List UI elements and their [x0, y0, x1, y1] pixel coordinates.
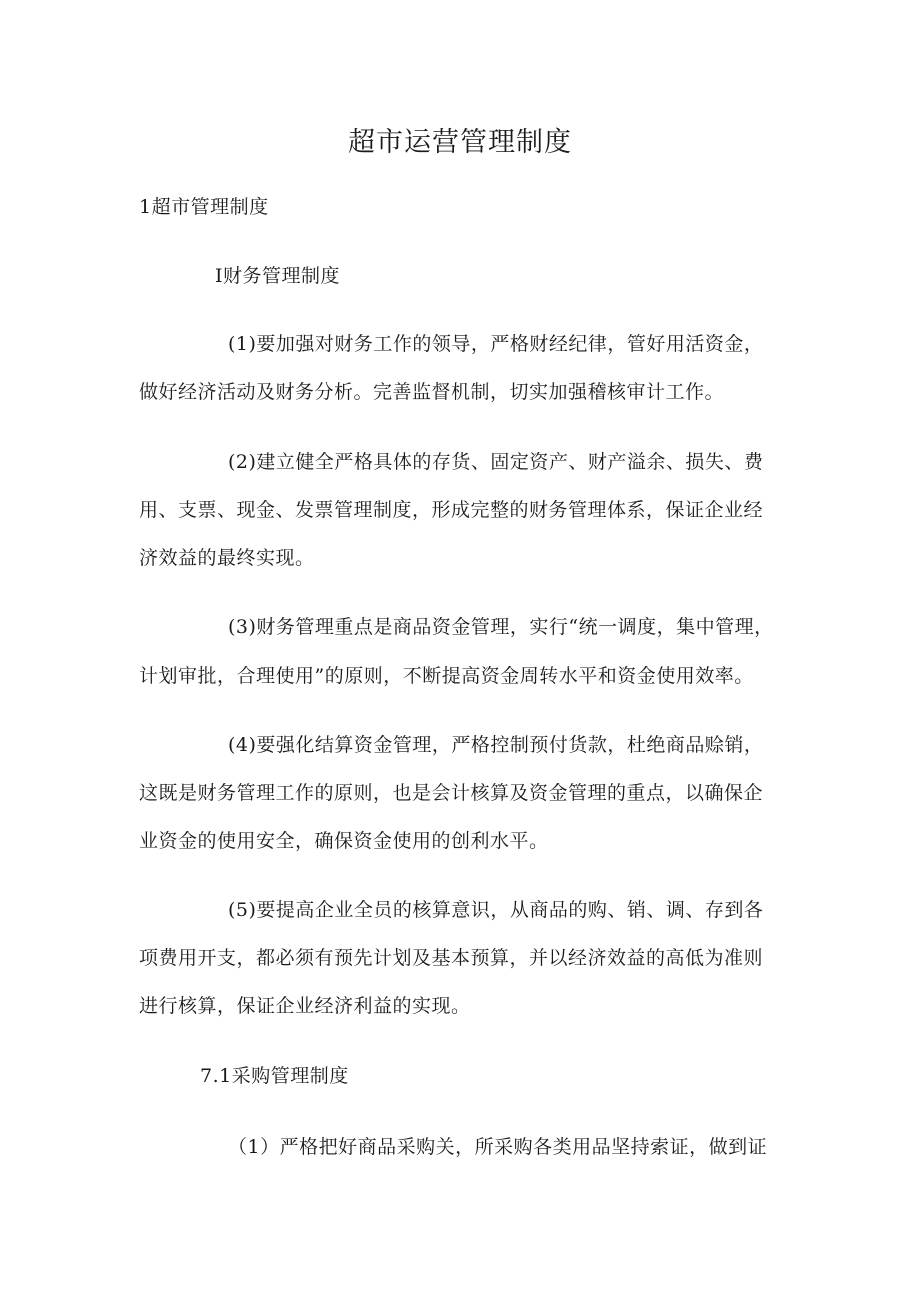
paragraph-line: 进行核算，保证企业经济利益的实现。: [139, 995, 471, 1017]
paragraph-line: 做好经济活动及财务分析。完善监督机制，切实加强稽核审计工作。: [139, 381, 725, 403]
document-title: 超市运营管理制度: [348, 127, 572, 158]
paragraph-line: 计划审批，合理使用”的原则，不断提高资金周转水平和资金使用效率。: [139, 665, 754, 687]
paragraph-line: (3)财务管理重点是商品资金管理，实行“统一调度，集中管理，: [228, 616, 774, 638]
paragraph-6-line: （1）严格把好商品采购关，所采购各类用品坚持索证，做到证: [228, 1136, 768, 1158]
section-heading: 1超市管理制度: [139, 196, 269, 218]
subsection-heading: I财务管理制度: [215, 265, 341, 287]
paragraph-line: 项费用开支，都必须有预先计划及基本预算，并以经济效益的高低为准则: [139, 947, 764, 969]
paragraph-line: (4)要强化结算资金管理，严格控制预付货款，杜绝商品赊销，: [228, 734, 764, 756]
paragraph-line: (1)要加强对财务工作的领导，严格财经纪律，管好用活资金，: [228, 333, 764, 355]
paragraph-line: 用、支票、现金、发票管理制度，形成完整的财务管理体系，保证企业经: [139, 499, 764, 521]
paragraph-line: 这既是财务管理工作的原则，也是会计核算及资金管理的重点，以确保企: [139, 782, 764, 804]
paragraph-line: (2)建立健全严格具体的存货、固定资产、财产溢余、损失、费: [228, 451, 764, 473]
paragraph-line: (5)要提高企业全员的核算意识，从商品的购、销、调、存到各: [228, 899, 764, 921]
paragraph-line: 业资金的使用安全，确保资金使用的创利水平。: [139, 830, 549, 852]
paragraph-line: 济效益的最终实现。: [139, 547, 315, 569]
subsection-heading-2: 7.1采购管理制度: [200, 1065, 349, 1087]
